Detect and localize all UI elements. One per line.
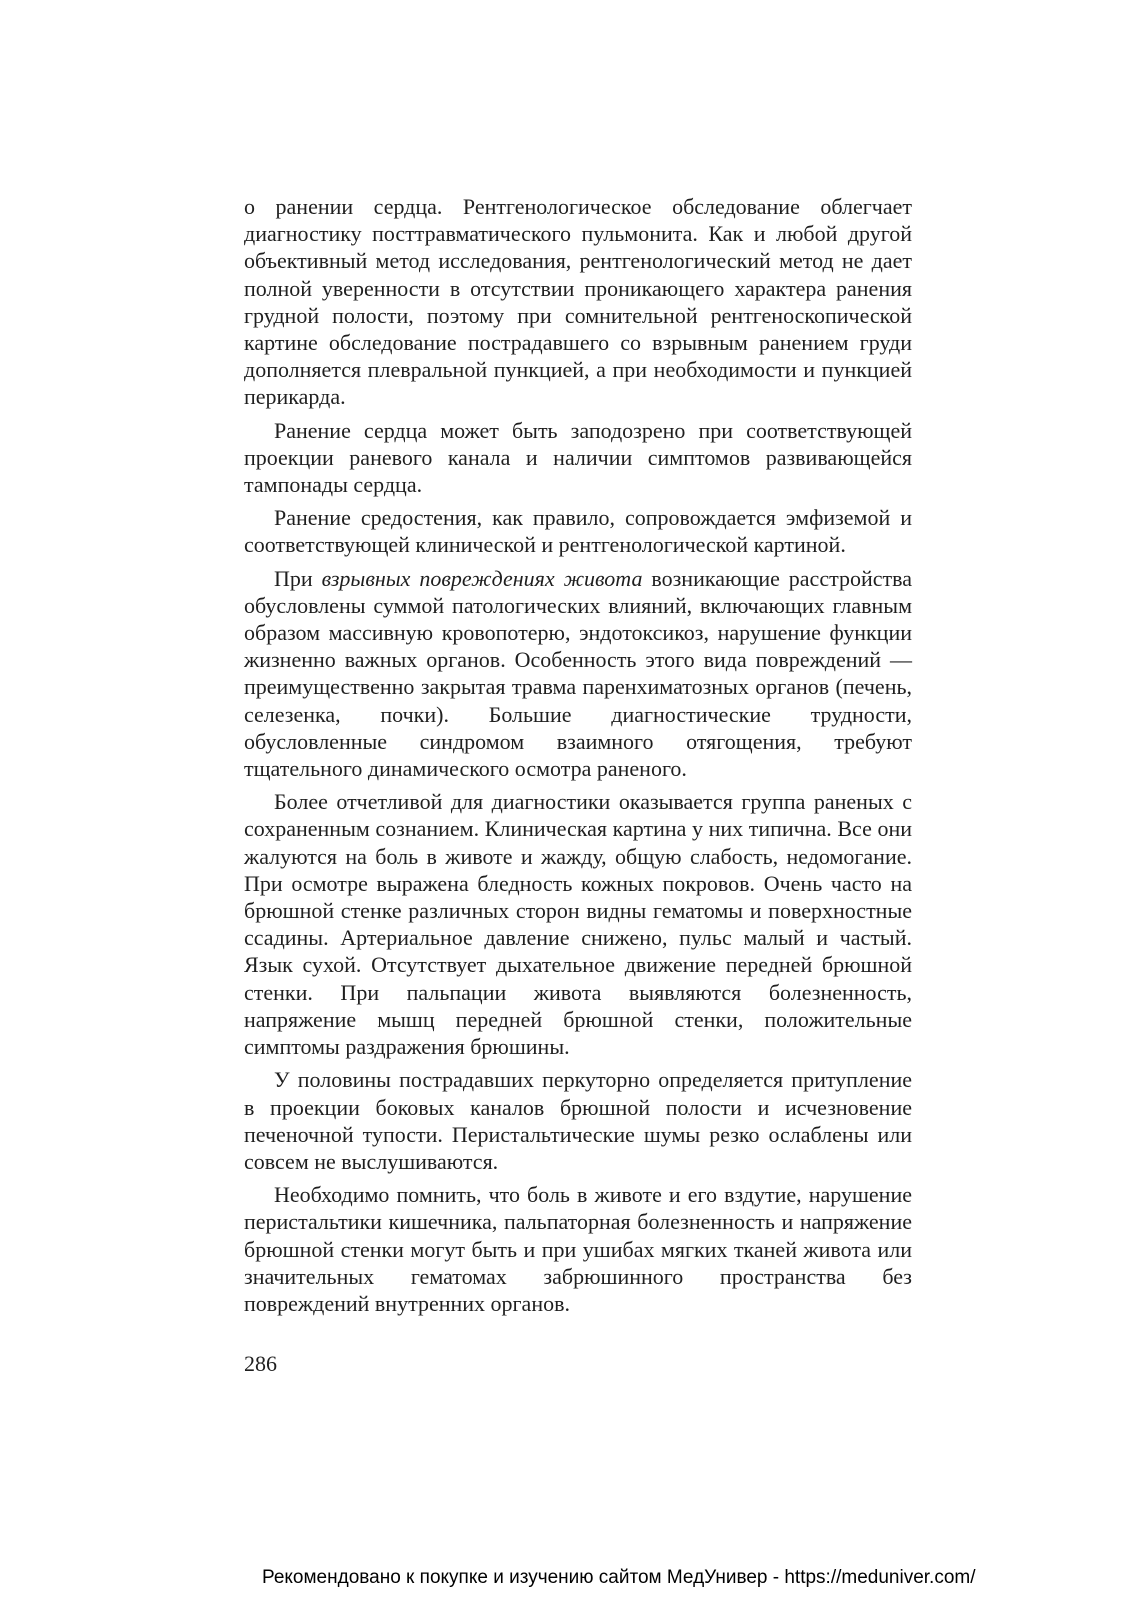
paragraph-4 [244,565,912,783]
paragraph-7-text: Необходимо помнить, что боль в животе и его вздутие, нарушение перистальтики кишечника, пальпаторная болезненность и напряжение брюшной стенки могут быть и при ушибах мягких тканей живота или значительных гематомах забрюшинного пространства без повреждений внутренних органов. [244,1182,912,1316]
paragraph-5-text: Более отчетливой для диагностики оказывается группа раненых с сохраненным сознанием. Клиническая картина у них типична. Все они жалуются на боль в животе и жажду, общую слабость, недомогание. При осмотре выражена бледность кожных покровов. Очень часто на брюшной стенке различных сторон видны гематомы и поверхностные ссадины. Артериальное давление снижено, пульс малый и частый. Язык сухой. Отсутствует дыхательное движение передней брюшной стенки. При пальпации живота выявляются болезненность, напряжение мышц передней брюшной стенки, положительные симптомы раздражения брюшины. [244,789,912,1060]
page-number: 286 [244,1351,277,1376]
paragraph-2-text: Ранение сердца может быть заподозрено при соответствующей проекции раневого канала и наличии симптомов развивающейся тампонады сердца. [244,417,912,498]
paragraph-5 [244,788,912,1060]
footer-recommendation: Рекомендовано к покупке и изучению сайтом МедУнивер - https://meduniver.com/ [262,1567,976,1588]
paragraph-7 [244,1181,912,1317]
paragraph-1 [244,193,912,411]
paragraph-3-text: Ранение средостения, как правило, сопровождается эмфиземой и соответствующей клинической и рентгенологической картиной. [244,505,912,558]
paragraph-4-lead-in: При [274,565,322,591]
paragraph-4-italic-term: взрывных повреждениях живота [321,565,643,591]
paragraph-1-text: о ранении сердца. Рентгенологическое обследование облегчает диагностику посттравматического пульмонита. Как и любой другой объективный метод исследования, рентгенологический метод не дает полной уверенности в отсутствии проникающего характера ранения грудной полости, поэтому при сомнительной рентгеноскопической картине обследование пострадавшего со взрывным ранением груди дополняется плевральной пункцией, а при необходимости и пункцией перикарда. [244,194,912,410]
paragraph-4-text: возникающие расстройства обусловлены суммой патологических влияний, включающих главным образом массивную кровопотерю, эндотоксикоз, нарушение функции жизненно важных органов. Особенность этого вида повреждений — преимущественно закрытая травма паренхиматозных органов (печень, селезенка, почки). Большие диагностические трудности, обусловленные синдромом взаимного отягощения, требуют тщательного динамического осмотра раненого. [244,565,912,782]
paragraph-2 [244,417,912,499]
paragraph-3 [244,504,912,558]
paragraph-6-text: У половины пострадавших перкуторно определяется притупление в проекции боковых каналов брюшной полости и исчезновение печеночной тупости. Перистальтические шумы резко ослаблены или совсем не выслушиваются. [244,1067,912,1174]
body-text [244,193,912,1323]
paragraph-6 [244,1066,912,1175]
